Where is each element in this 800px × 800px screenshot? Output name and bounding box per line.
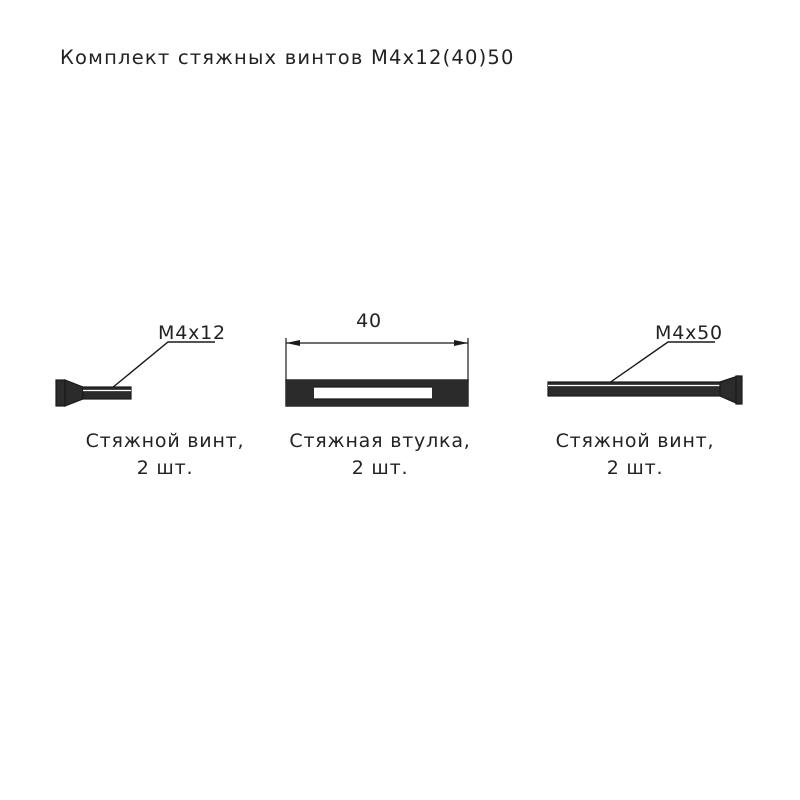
caption-line-1: Стяжная втулка,: [289, 430, 471, 452]
sleeve-bottom-band: [286, 399, 468, 406]
sleeve-thread-left: [286, 387, 314, 399]
sleeve-thread-right: [432, 387, 468, 399]
caption-sleeve: [270, 428, 490, 482]
label-m4x50: M4x50: [655, 322, 723, 344]
leader-line: [112, 342, 215, 388]
caption-screw-short: [40, 428, 290, 482]
screw-head: [736, 376, 742, 404]
caption-line-1: Стяжной винт,: [555, 430, 715, 452]
caption-screw-long: [510, 428, 760, 482]
screw-shank: [548, 382, 720, 396]
leader-line: [602, 342, 715, 388]
caption-line-2: 2 шт.: [136, 457, 194, 479]
screw-shank: [83, 387, 131, 399]
screw-long-drawing: [540, 300, 770, 430]
label-m4x12: M4x12: [158, 322, 226, 344]
page-title: Комплект стяжных винтов M4x12(40)50: [60, 46, 515, 69]
screw-short-drawing: [40, 300, 300, 430]
caption-line-2: 2 шт.: [351, 457, 409, 479]
dim-arrow-left: [286, 340, 300, 346]
dim-arrow-right: [454, 340, 468, 346]
caption-line-1: Стяжной винт,: [85, 430, 245, 452]
screw-cone: [65, 380, 83, 406]
caption-line-2: 2 шт.: [606, 457, 664, 479]
screw-head: [56, 380, 65, 406]
sleeve-top-band: [286, 380, 468, 387]
screw-cone: [720, 376, 738, 404]
dimension-label-40: 40: [356, 310, 382, 332]
